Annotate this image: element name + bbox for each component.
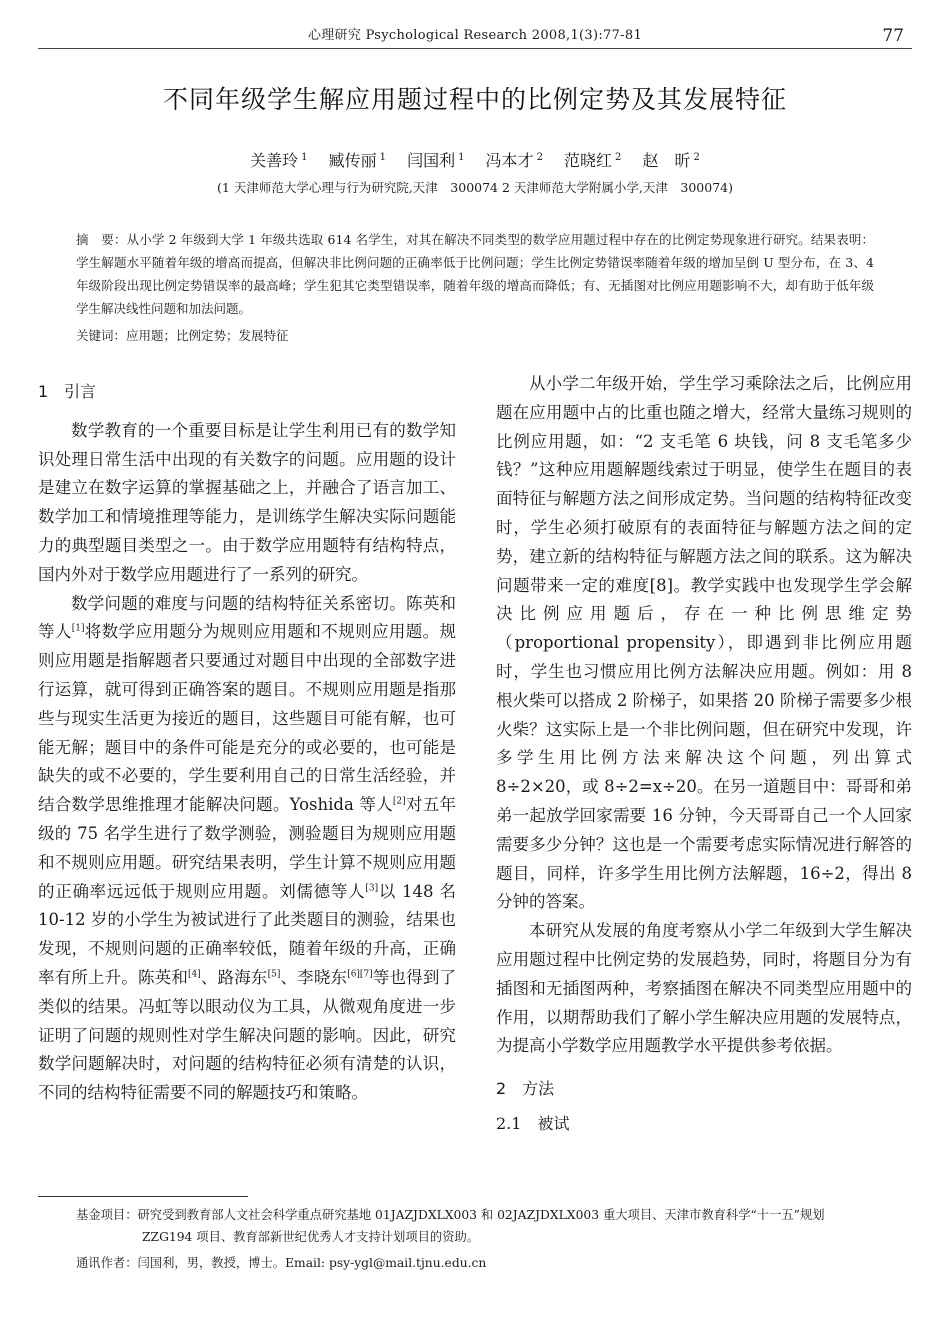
author xyxy=(250,151,307,170)
body-paragraph: 从小学二年级开始，学生学习乘除法之后，比例应用题在应用题中占的比重也随之增大，经常大量练习规则的比例应用题，如：“2 支毛笔 6 块钱，问 8 支毛笔多少钱？”这种应用题解题线索过于明显，使学生在题目的表面特征与解题方法之间形成定势。当问题的结构特征改变时，学生必须打破原有的表面特征与解题方法之间的定势，建立新的结构特征与解题方法之间的联系。这为解决问题带来一定的难度[8]。教学实践中也发现学生学会解决比例应用题后，存在一种比例思维定势（proportional propensity），即遇到非比例应用题时，学生也习惯应用比例方法解决应用题。例如：用 8 根火柴可以搭成 2 阶梯子，如果搭 20 阶梯子需要多少根火柴？这实际上是一个非比例问题，但在研究中发现，许多学生用比例方法来解决这个问题，列出算式 8÷2×20，或 8÷2=x÷20。在另一道题目中：哥哥和弟弟一起放学回家需要 16 分钟，今天哥哥自己一个人回家需要多少分钟？这也是一个需要考虑实际情况进行解答的题目，同样，许多学生用比例方法解题，16÷2，得出 8 分钟的答案。 xyxy=(496,374,912,912)
abstract-label: 摘 要： xyxy=(76,232,127,247)
author xyxy=(329,151,386,170)
running-header xyxy=(38,22,912,49)
author-affiliation-mark: 1 xyxy=(301,151,308,163)
body-paragraph xyxy=(38,590,456,1108)
section-heading-method: 2 方法 xyxy=(496,1079,555,1099)
contact-text: 闫国利，男，教授，博士。Email: psy-ygl@mail.tjnu.edu.cn xyxy=(137,1256,487,1270)
author xyxy=(564,151,621,170)
paragraph-text: 、路海东 xyxy=(200,967,268,987)
paragraph-text: 对五年级的 75 名学生进行了数学测验，测验题目为规则应用题和不规则应用题。研究结果表明，学生计算不规则应用题的正确率远远低于规则应用题。刘儒德等人 xyxy=(38,795,456,901)
author-affiliation-mark: 1 xyxy=(458,151,465,163)
section-heading-introduction: 1 引言 xyxy=(38,382,97,401)
author-name: 闫国利 xyxy=(407,151,456,170)
author xyxy=(643,151,700,170)
paragraph-text: 将数学应用题分为规则应用题和不规则应用题。规则应用题是指解题者只要通过对题目中出现的全部数字进行运算，就可得到正确答案的题目。不规则应用题是指那些与现实生活更为接近的题目，这些题目可能有解，也可能无解；题目中的条件可能是充分的或必要的，也可能是缺失的或不必要的，学生要利用自己的日常生活经验，并结合数学思维推理才能解决问题。Yoshida 等人 xyxy=(38,622,457,815)
citation-ref: [5] xyxy=(267,969,281,980)
journal-citation: 心理研究 Psychological Research 2008,1(3):77-81 xyxy=(307,28,643,43)
author xyxy=(407,151,464,170)
left-column xyxy=(38,370,456,1108)
citation-ref: [2] xyxy=(392,796,406,807)
author xyxy=(486,151,543,170)
affiliation: (1 天津师范大学心理与行为研究院,天津 300074 2 天津师范大学附属小学,天津 300074) xyxy=(217,180,733,195)
citation-ref: [4] xyxy=(188,969,201,980)
keywords-label: 关键词： xyxy=(76,328,127,343)
citation-ref: [6][7] xyxy=(347,969,373,980)
funding-footnote xyxy=(76,1204,912,1226)
author-affiliation-mark: 2 xyxy=(615,151,622,163)
funding-footnote-continued: ZZG194 项目、教育部新世纪优秀人才支持计划项目的资助。 xyxy=(142,1230,480,1244)
body-paragraph: 数学教育的一个重要目标是让学生利用已有的数学知识处理日常生活中出现的有关数字的问题。应用题的设计是建立在数字运算的掌握基础之上，并融合了语言加工、数学加工和情境推理等能力，是训练学生解决实际问题能力的典型题目类型之一。由于数学应用题特有结构特点，国内外对于数学应用题进行了一系列的研究。 xyxy=(38,420,456,584)
page-number: 77 xyxy=(882,26,904,46)
author-affiliation-mark: 1 xyxy=(379,151,386,163)
citation-ref: [1] xyxy=(71,623,85,634)
author-name: 冯本才 xyxy=(485,151,534,170)
keywords xyxy=(76,324,874,347)
footnotes xyxy=(76,1204,912,1274)
keywords-text: 应用题；比例定势；发展特征 xyxy=(126,328,289,343)
author-name: 关善玲 xyxy=(250,151,299,170)
paragraph-text: 数学问题的难度与问题的结构特征关系密切。陈英和等人 xyxy=(38,593,456,642)
funding-text: 研究受到教育部人文社会科学重点研究基地 01JAZJDXLX003 和 02JAZJDXLX003 重大项目、天津市教育科学“十一五”规划 xyxy=(137,1208,825,1222)
abstract-text: 从小学 2 年级到大学 1 年级共选取 614 名学生，对其在解决不同类型的数学应用题过程中存在的比例定势现象进行研究。结果表明：学生解题水平随着年级的增高而提高，但解决非比例问题的正确率低于比例问题；学生比例定势错误率随着年级的增加呈倒 U 型分布，在 3、4 年级阶段出现比例定势错误率的最高峰；学生犯其它类型错误率，随着年级的增高而降低；有、无插图对比例应用题影响不大，却有助于低年级学生解决线性问题和加法问题。 xyxy=(76,232,874,316)
subsection-heading-subjects: 2.1 被试 xyxy=(496,1113,570,1133)
paper-title: 不同年级学生解应用题过程中的比例定势及其发展特征 xyxy=(162,85,787,114)
author-name: 臧传丽 xyxy=(328,151,377,170)
paragraph-text: 以 148 名 10-12 岁的小学生为被试进行了此类题目的测验，结果也发现，不规则问题的正确率较低，随着年级的升高，正确率有所上升。陈英和 xyxy=(38,881,457,987)
right-column xyxy=(496,370,912,1139)
author-affiliation-mark: 2 xyxy=(693,151,700,163)
citation-ref: [3] xyxy=(365,883,379,894)
author-name: 赵 昕 xyxy=(642,151,691,170)
footnote-divider xyxy=(38,1196,248,1197)
funding-label: 基金项目： xyxy=(76,1208,138,1222)
author-name: 范晓红 xyxy=(564,151,613,170)
author-list xyxy=(0,148,950,171)
contact-footnote xyxy=(76,1252,912,1274)
contact-label: 通讯作者： xyxy=(76,1256,138,1270)
body-paragraph: 本研究从发展的角度考察从小学二年级到大学生解决应用题过程中比例定势的发展趋势，同时，将题目分为有插图和无插图两种，考察插图在解决不同类型应用题中的作用，以期帮助我们了解小学生解决应用题的发展特点，为提高小学数学应用题教学水平提供参考依据。 xyxy=(496,921,912,1056)
abstract xyxy=(76,228,874,320)
paragraph-text: 、李晓东 xyxy=(280,967,348,987)
paragraph-text: 等也得到了类似的结果。冯虹等以眼动仪为工具，从微观角度进一步证明了问题的规则性对学生解决问题的影响。因此，研究数学问题解决时，对问题的结构特征必须有清楚的认识，不同的结构特征需要不同的解题技巧和策略。 xyxy=(38,967,457,1103)
author-affiliation-mark: 2 xyxy=(536,151,543,163)
